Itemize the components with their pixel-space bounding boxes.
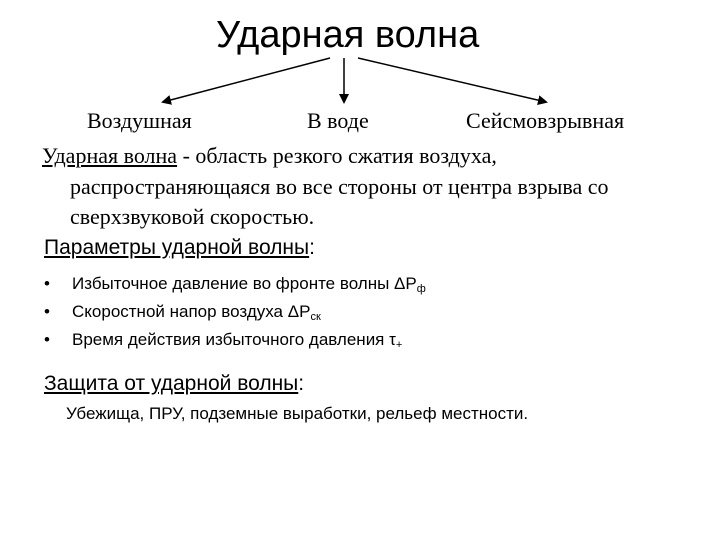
arrow-left [163,58,330,102]
definition-line-1 [42,143,497,169]
branch-seismic: Сейсмовзрывная [466,108,625,133]
protection-heading-colon: : [298,372,305,395]
bullet-dot: • [44,274,50,293]
parameters-heading [44,236,315,260]
definition-line-3: сверхзвуковой скоростью. [70,204,315,229]
bullet-dot: • [44,302,50,321]
definition-line-2: распространяющаяся во все стороны от центра взрыва со [70,174,609,199]
definition-term: Ударная волна [42,143,178,168]
list-item [44,302,564,324]
definition-line-1-rest: - область резкого сжатия воздуха, [177,143,497,168]
list-item [44,274,564,296]
list-item-text: Избыточное давление во фронте волны $\Delta Р_ф$ [72,274,426,295]
list-item [44,330,564,352]
parameters-heading-colon: : [309,236,315,259]
protection-text: Убежища, ПРУ, подземные выработки, рельеф местности. [66,404,529,423]
parameters-heading-text: Параметры ударной волны [44,236,310,259]
protection-heading-text: Защита от ударной волны [44,372,299,395]
arrow-right [358,58,546,102]
branch-water: В воде [307,108,369,133]
list-item-text: Скоростной напор воздуха $\Delta Р_{ск}$ [72,302,321,323]
bullet-dot: • [44,330,50,349]
protection-heading [44,372,304,396]
branch-air: Воздушная [87,108,192,133]
list-item-text: Время действия избыточного давления $\tau_+$ [72,330,403,351]
page-title: Ударная волна [216,14,480,56]
